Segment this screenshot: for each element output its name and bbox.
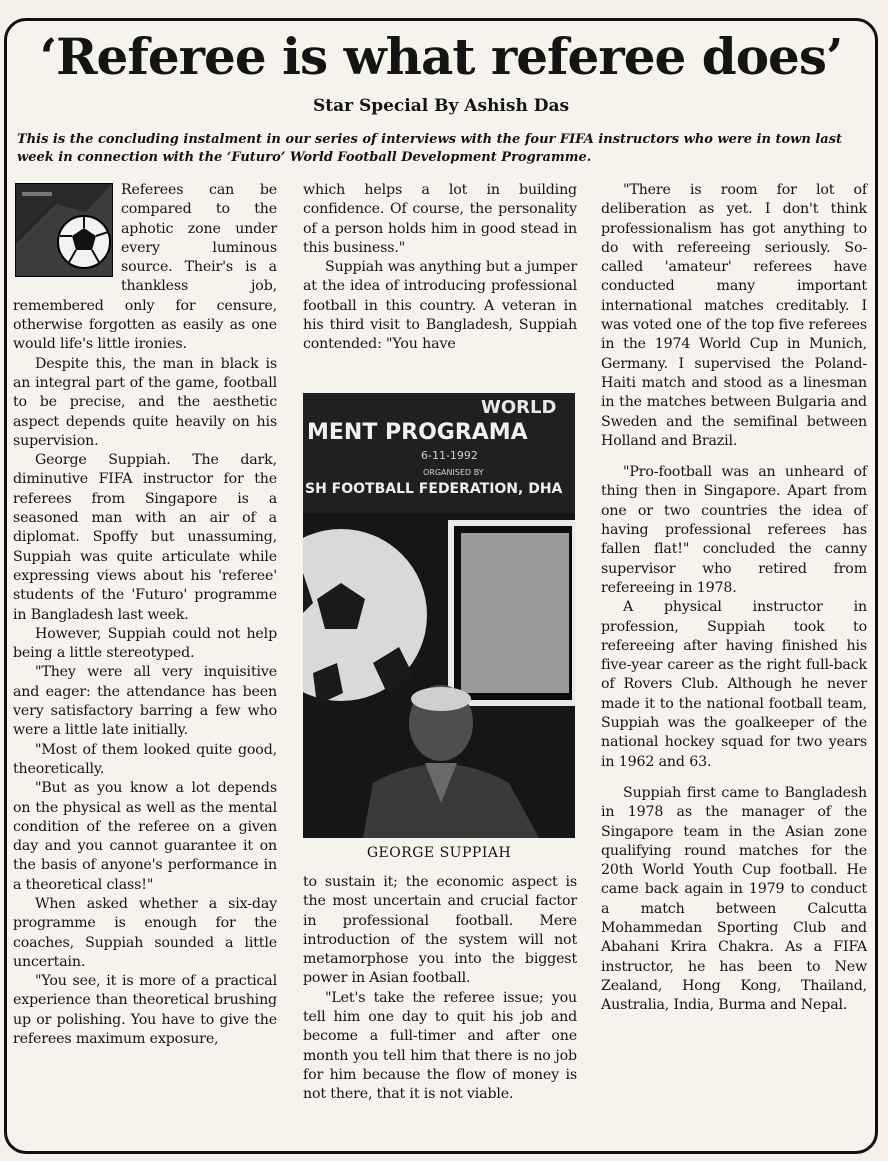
- col2-paragraph-4: "Let's take the referee issue; you tell him one day to quit his job and become a full-timer and after one month you tell him that there is no job for him because the flow of money is not there, that it is not viable.: [303, 989, 577, 1103]
- column-3: [601, 181, 867, 1015]
- col2-paragraph-2: Suppiah was anything but a jumper at the idea of introducing professional football in this country. A veteran in his third visit to Bangladesh, Suppiah contended: "You have: [303, 259, 577, 353]
- column-1: [13, 181, 277, 1049]
- col1-paragraph-4: However, Suppiah could not help being a little stereotyped.: [13, 625, 277, 662]
- column-2-bottom: [303, 873, 577, 1105]
- col3-paragraph-3: A physical instructor in profession, Suppiah took to refereeing after having finished his five-year career as the right full-back of Rovers Club. Although he never made it to the national football team, Suppiah was the goalkeeper of the national hockey squad for two years in 1962 and 63.: [601, 599, 867, 770]
- photo-george-suppiah: [303, 393, 575, 838]
- col1-paragraph-2: Despite this, the man in black is an integral part of the game, football to be precise, and the aesthetic aspect depends quite heavily on his supervision.: [13, 355, 277, 449]
- col2-paragraph-3: to sustain it; the economic aspect is the most uncertain and crucial factor in professional football. Mere introduction of the system will not metamorphose you into the biggest power in Asian football.: [303, 874, 577, 987]
- banner-text-4: ORGANISED BY: [423, 468, 484, 477]
- col3-paragraph-2: "Pro-football was an unheard of thing then in Singapore. Apart from one or two countries the idea of having professional referees has fallen flat!" concluded the canny supervisor who retired from refereeing in 1978.: [601, 464, 867, 596]
- col3-paragraph-1: "There is room for lot of deliberation as yet. I don't think professionalism has got anything to do with refereeing seriously. So-called 'amateur' referees have conducted many important international matches creditably. I was voted one of the top five referees in the 1974 World Cup in Munich, Germany. I supervised the Poland-Haiti match and stood as a linesman in the matches between Bulgaria and Sweden and the semifinal between Holland and Brazil.: [601, 182, 867, 449]
- byline: Star Special By Ashish Das: [312, 96, 570, 116]
- headline: ‘Referee is what referee does’: [39, 27, 843, 86]
- col1-paragraph-6: "Most of them looked quite good, theoretically.: [13, 741, 277, 777]
- article-frame: [4, 18, 878, 1154]
- col2-paragraph-1: which helps a lot in building confidence. Of course, the personality of a person holds him in good stead in this business.": [303, 182, 577, 256]
- col3-paragraph-4: Suppiah first came to Bangladesh in 1978 as the manager of the Singapore team in the Asian zone qualifying round matches for the 20th World Youth Cup football. He came back again in 1979 to conduct a match between Calcutta Mohammedan Sporting Club and Abahani Krira Chakra. As a FIFA instructor, he has been to New Zealand, Hong Kong, Thailand, Australia, India, Burma and Nepal.: [601, 784, 867, 1014]
- col1-paragraph-3: George Suppiah. The dark, diminutive FIFA instructor for the referees from Singapore is a seasoned man with an air of a diplomat. Spoffy but unassuming, Suppiah was quite articulate while expressing views about his 'referee' students of the 'Futuro' programme in Bangladesh last week.: [13, 452, 277, 623]
- banner-text-2: MENT PROGRAMA: [307, 420, 528, 445]
- col1-paragraph-9: "You see, it is more of a practical experience than theoretical brushing up or polishing. You have to give the referees maximum exposure,: [13, 973, 277, 1048]
- banner-text-3: 6-11-1992: [421, 449, 478, 462]
- football-icon: [15, 183, 113, 277]
- banner-text-5: SH FOOTBALL FEDERATION, DHA: [305, 481, 563, 497]
- col1-paragraph-8: When asked whether a six-day programme is enough for the coaches, Suppiah sounded a little uncertain.: [13, 895, 277, 970]
- col1-paragraph-1: Referees can be compared to the aphotic zone under every luminous source. Their's is a thankless job, remembered only for censure, otherwise forgotten as easily as one would life's little ironies.: [13, 182, 277, 353]
- col1-paragraph-7: "But as you know a lot depends on the physical as well as the mental condition of the referee on a given day and you cannot guarantee it on the basis of anyone's performance in a theoretical class!": [13, 780, 277, 893]
- intro-text: This is the concluding instalment in our series of interviews with the four FIFA instructors who were in town last week in connection with the ‘Futuro’ World Football Development Programme.: [17, 132, 843, 165]
- banner-text-1: WORLD: [481, 397, 557, 418]
- col1-paragraph-5: "They were all very inquisitive and eager: the attendance has been very satisfactory barring a few who were a little late initially.: [13, 664, 277, 739]
- photo-caption: GEORGE SUPPIAH: [366, 845, 512, 861]
- column-2-top: [303, 181, 577, 355]
